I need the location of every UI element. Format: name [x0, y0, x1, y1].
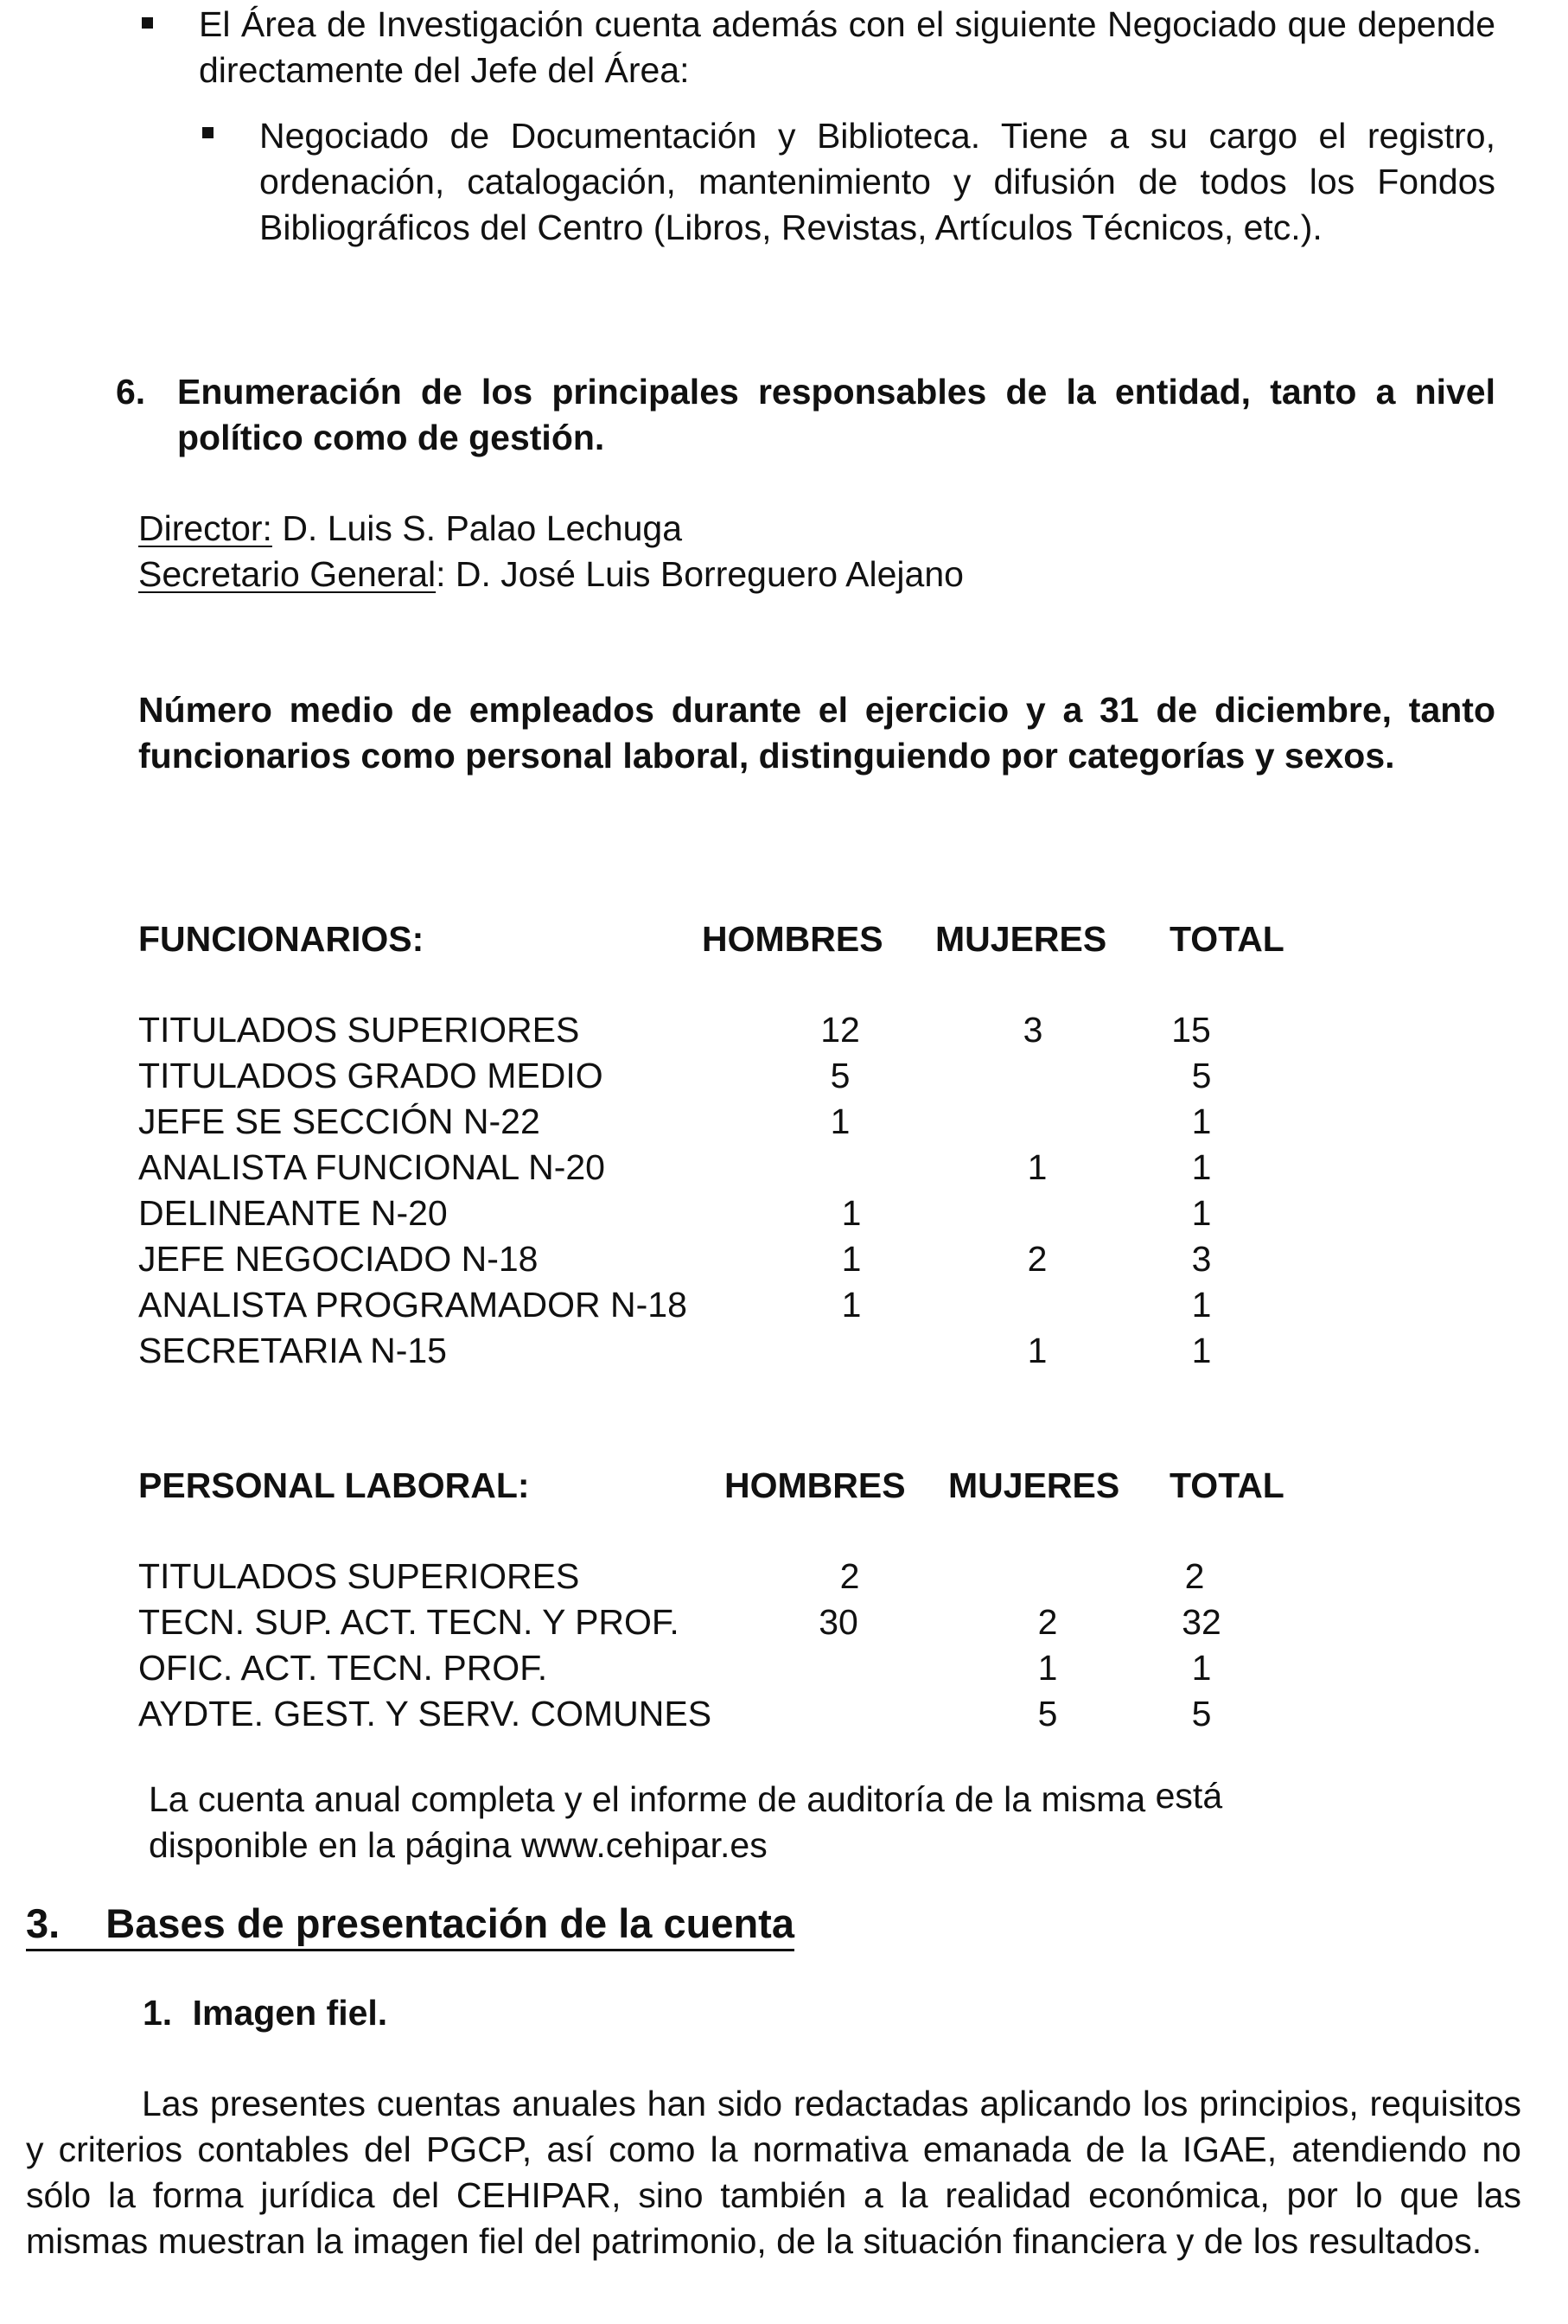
row-total: 1 [1191, 1648, 1212, 1688]
director-value: D. Luis S. Palao Lechuga [271, 508, 683, 548]
section3-title: Bases de presentación de la cuenta [105, 1900, 794, 1946]
row-total: 2 [1184, 1556, 1205, 1596]
availability-text: La cuenta anual completa y el informe de auditoría de la misma [149, 1779, 1146, 1819]
table-row [0, 1145, 1568, 1191]
funcionarios-header-hombres: HOMBRES [702, 919, 883, 959]
row-hombres: 30 [819, 1602, 858, 1642]
funcionarios-header-total: TOTAL [1170, 919, 1284, 959]
row-category: ANALISTA PROGRAMADOR N-18 [138, 1285, 687, 1325]
sub-bullet-text: Negociado de Documentación y Biblioteca. Tiene a su cargo el registro, ordenación, catalogación, mantenimiento y difusión de todos los Fondos Bibliográficos del Centro (Libros, Revistas, Artículos Técnicos, etc.). [259, 116, 1495, 247]
row-hombres: 2 [839, 1556, 860, 1596]
bullet-square-icon [142, 17, 153, 29]
row-category: TECN. SUP. ACT. TECN. Y PROF. [138, 1602, 679, 1642]
funcionarios-header-category: FUNCIONARIOS: [138, 919, 424, 959]
row-mujeres: 2 [1027, 1239, 1048, 1279]
secretario-value: : D. José Luis Borreguero Alejano [436, 554, 964, 594]
row-mujeres: 3 [1023, 1010, 1043, 1050]
availability-line2: disponible en la página www.cehipar.es [149, 1825, 768, 1865]
row-mujeres: 1 [1037, 1648, 1058, 1688]
laboral-header-mujeres: MUJERES [948, 1465, 1120, 1505]
row-total: 15 [1171, 1010, 1211, 1050]
intro-bullet-text: El Área de Investigación cuenta además con el siguiente Negociado que depende directamente del Jefe del Área: [199, 4, 1495, 90]
row-hombres: 1 [841, 1193, 862, 1233]
imagen-fiel-paragraph: Las presentes cuentas anuales han sido redactadas aplicando los principios, requisitos y criterios contables del PGCP, así como la normativa emanada de la IGAE, atendiendo no sólo la forma jurídica del CEHIPAR, sino también a la realidad económica, por lo que las mismas muestran la imagen fiel del patrimonio, de la situación financiera y de los resultados. [26, 2084, 1521, 2261]
row-total: 1 [1191, 1193, 1212, 1233]
availability-line1 [149, 1777, 1222, 1823]
row-total: 5 [1191, 1056, 1212, 1095]
table-row [0, 1328, 1568, 1374]
section6-heading: Enumeración de los principales responsables de la entidad, tanto a nivel político como de gestión. [177, 372, 1495, 457]
table-row [0, 1053, 1568, 1099]
table-row [0, 1554, 1568, 1599]
secretario-line [138, 552, 964, 597]
row-hombres: 1 [830, 1101, 851, 1141]
section3-heading [26, 1899, 794, 1951]
row-total: 3 [1191, 1239, 1212, 1279]
row-category: JEFE NEGOCIADO N-18 [138, 1239, 539, 1279]
row-hombres: 5 [830, 1056, 851, 1095]
row-total: 1 [1191, 1147, 1212, 1187]
subsection-number: 1. [143, 1993, 173, 2033]
row-mujeres: 1 [1027, 1147, 1048, 1187]
row-category: DELINEANTE N-20 [138, 1193, 448, 1233]
laboral-header-category: PERSONAL LABORAL: [138, 1465, 530, 1505]
row-category: JEFE SE SECCIÓN N-22 [138, 1101, 540, 1141]
row-category: OFIC. ACT. TECN. PROF. [138, 1648, 548, 1688]
sub-bullet-square-icon [202, 127, 214, 138]
director-label: Director: [138, 508, 272, 548]
row-mujeres: 1 [1027, 1331, 1048, 1370]
table-row [0, 1099, 1568, 1145]
funcionarios-header-mujeres: MUJERES [935, 919, 1107, 959]
secretario-label: Secretario General [138, 554, 437, 594]
table-row [0, 1645, 1568, 1691]
table-row [0, 1191, 1568, 1236]
row-total: 1 [1191, 1331, 1212, 1370]
table-row [0, 1599, 1568, 1645]
row-category: SECRETARIA N-15 [138, 1331, 447, 1370]
table-row [0, 1282, 1568, 1328]
table-row [0, 1691, 1568, 1737]
row-category: TITULADOS GRADO MEDIO [138, 1056, 603, 1095]
employees-heading: Número medio de empleados durante el ejercicio y a 31 de diciembre, tanto funcionarios como personal laboral, distinguiendo por categorías y sexos. [138, 690, 1495, 776]
section6-number: 6. [116, 372, 146, 412]
row-category: TITULADOS SUPERIORES [138, 1010, 580, 1050]
subsection-heading [143, 1990, 387, 2036]
section3-number: 3. [26, 1900, 61, 1946]
row-mujeres: 2 [1037, 1602, 1058, 1642]
director-line [138, 506, 682, 552]
table-row [0, 1007, 1568, 1053]
row-mujeres: 5 [1037, 1694, 1058, 1733]
table-row [0, 1236, 1568, 1282]
row-category: TITULADOS SUPERIORES [138, 1556, 580, 1596]
row-total: 1 [1191, 1101, 1212, 1141]
availability-text-end: está [1155, 1776, 1223, 1816]
row-category: ANALISTA FUNCIONAL N-20 [138, 1147, 605, 1187]
row-total: 1 [1191, 1285, 1212, 1325]
subsection-title: Imagen fiel. [192, 1993, 388, 2033]
row-category: AYDTE. GEST. Y SERV. COMUNES [138, 1694, 712, 1733]
row-hombres: 12 [820, 1010, 860, 1050]
row-total: 32 [1182, 1602, 1221, 1642]
laboral-header-hombres: HOMBRES [724, 1465, 906, 1505]
row-hombres: 1 [841, 1239, 862, 1279]
row-hombres: 1 [841, 1285, 862, 1325]
row-total: 5 [1191, 1694, 1212, 1733]
laboral-header-total: TOTAL [1170, 1465, 1284, 1505]
